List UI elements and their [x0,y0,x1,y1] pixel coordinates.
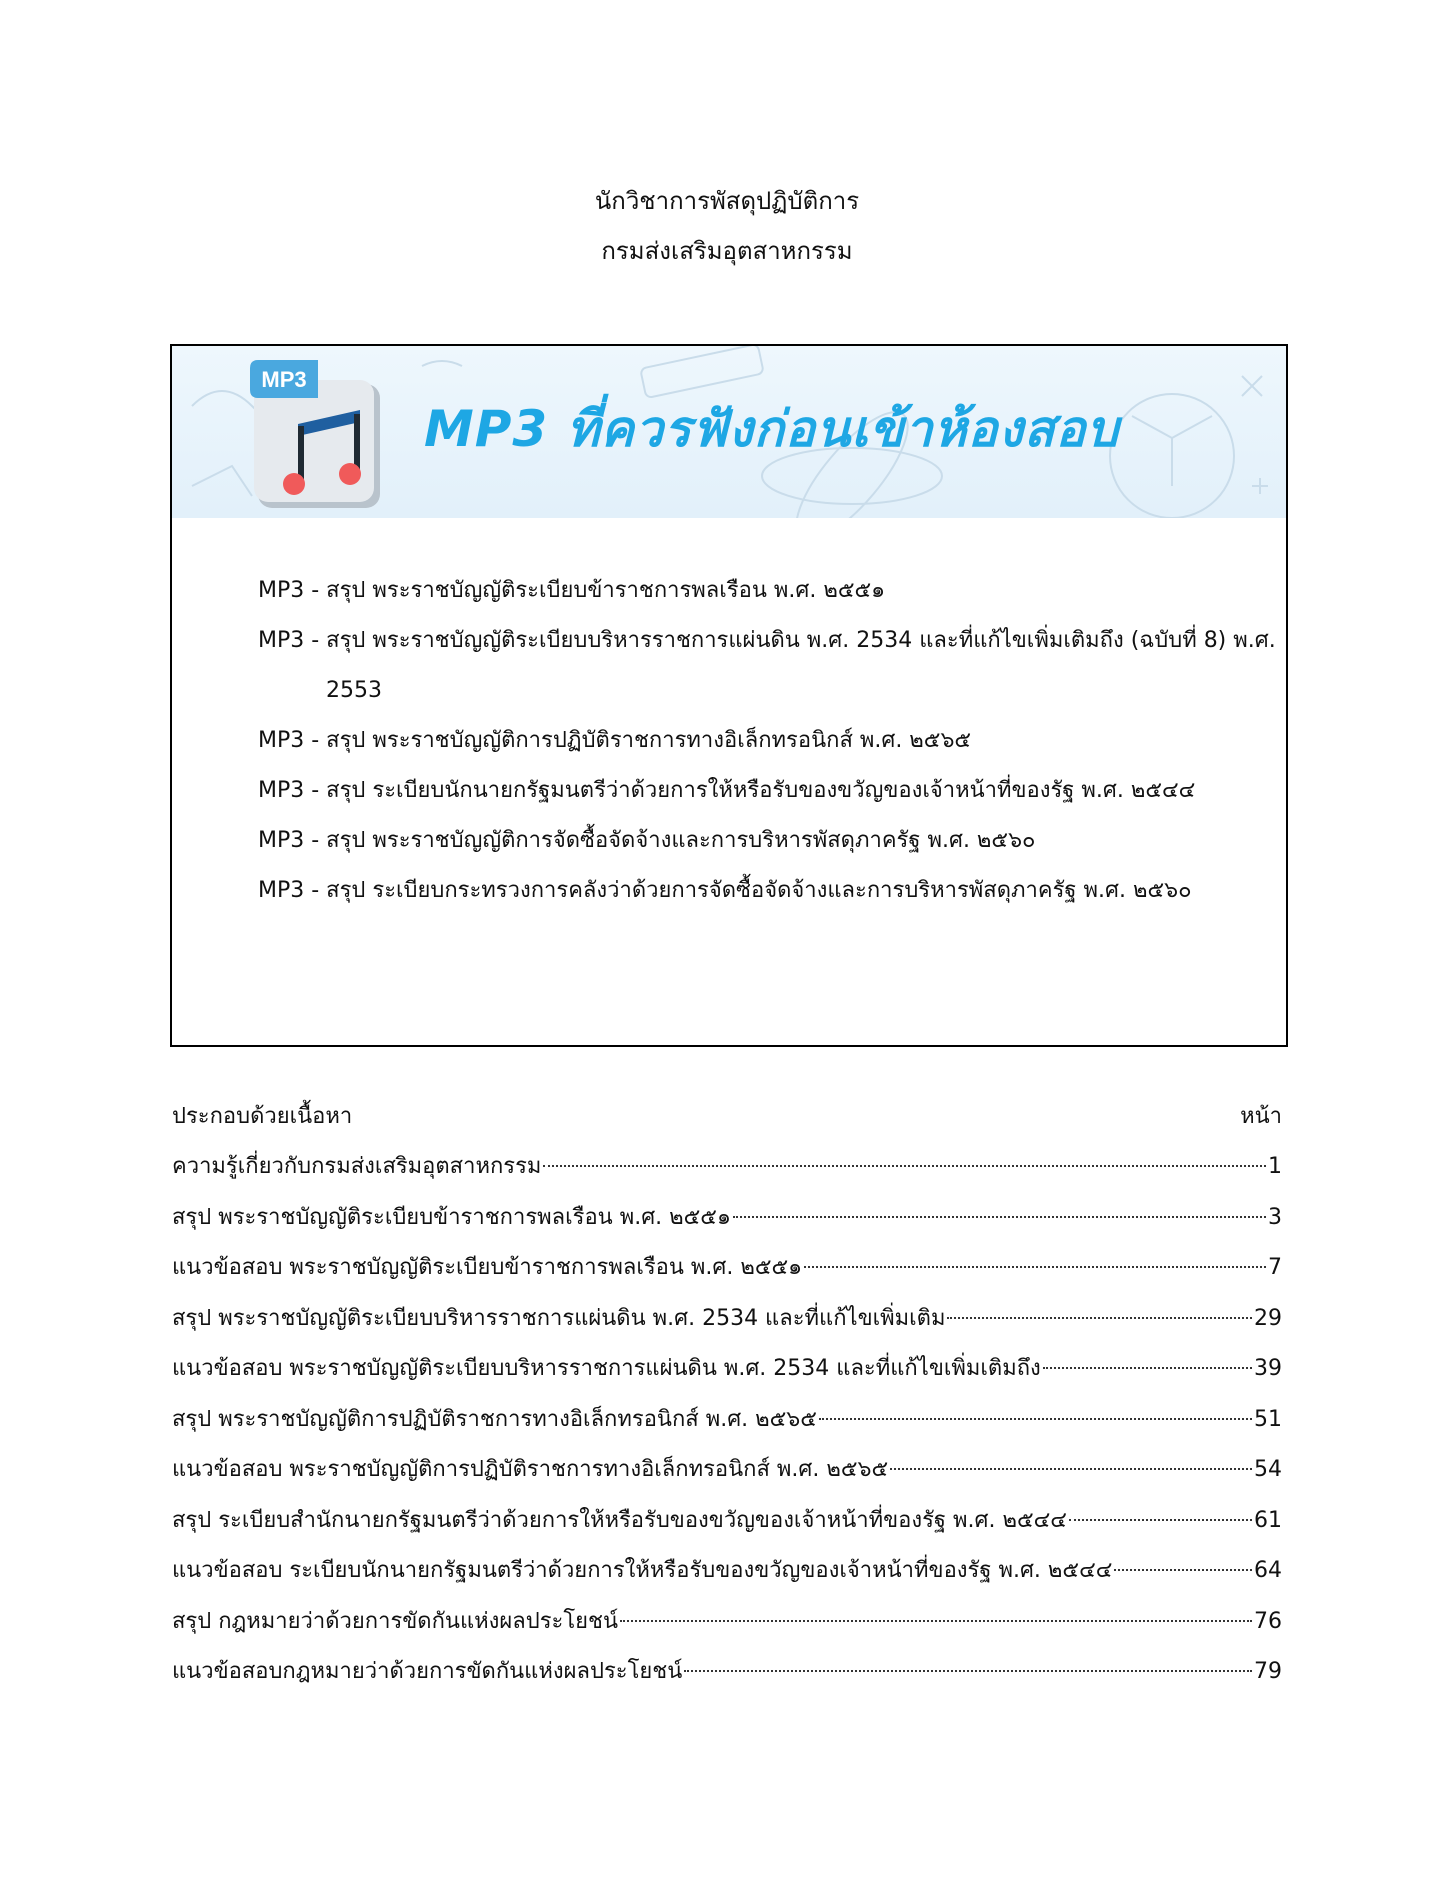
toc-row [172,1193,1282,1244]
toc-leader-dots [819,1418,1252,1420]
mp3-item: MP3 - สรุป ระเบียบกระทรวงการคลังว่าด้วยการจัดซื้อจัดจ้างและการบริหารพัสดุภาครัฐ พ.ศ. ๒๕๖๐ [258,878,1192,903]
toc-entry-page: 3 [1268,1204,1282,1230]
table-of-contents [172,1092,1282,1698]
document-header [0,176,1454,276]
toc-entry-title: แนวข้อสอบ พระราชบัญญัติระเบียบข้าราชการพลเรือน พ.ศ. ๒๕๕๑ [172,1255,803,1280]
toc-heading: ประกอบด้วยเนื้อหา [172,1104,353,1129]
mp3-icon-label: MP3 [261,367,307,392]
toc-row [172,1597,1282,1648]
toc-entry-page: 39 [1254,1356,1282,1381]
toc-entry-page: 61 [1254,1507,1282,1533]
toc-entry-page: 64 [1254,1558,1282,1583]
toc-header [172,1092,1282,1142]
toc-row [172,1243,1282,1294]
toc-entry-page: 7 [1268,1255,1282,1280]
toc-entry-page: 51 [1254,1406,1282,1432]
mp3-banner [172,346,1286,518]
toc-leader-dots [1114,1569,1252,1571]
toc-entry-title: แนวข้อสอบ ระเบียบนักนายกรัฐมนตรีว่าด้วยการให้หรือรับของขวัญของเจ้าหน้าที่ของรัฐ พ.ศ. ๒๕๔๔ [172,1558,1113,1583]
toc-entry-title: แนวข้อสอบ พระราชบัญญัติการปฏิบัติราชการทางอิเล็กทรอนิกส์ พ.ศ. ๒๕๖๕ [172,1457,889,1482]
music-note-icon [250,360,384,512]
document-title: นักวิชาการพัสดุปฏิบัติการ [594,187,860,215]
toc-row [172,1142,1282,1193]
toc-leader-dots [1043,1367,1252,1369]
toc-leader-dots [947,1317,1252,1319]
toc-row [172,1395,1282,1446]
toc-entry-title: สรุป ระเบียบสำนักนายกรัฐมนตรีว่าด้วยการให้หรือรับของขวัญของเจ้าหน้าที่ของรัฐ พ.ศ. ๒๕๔๔ [172,1507,1067,1533]
toc-entry-title: แนวข้อสอบ พระราชบัญญัติระเบียบบริหารราชการแผ่นดิน พ.ศ. 2534 และที่แก้ไขเพิ่มเติมถึง [172,1356,1041,1381]
toc-entry-page: 1 [1268,1154,1282,1179]
toc-leader-dots [804,1266,1266,1268]
toc-row [172,1344,1282,1395]
toc-entry-title: สรุป พระราชบัญญัติการปฏิบัติราชการทางอิเล็กทรอนิกส์ พ.ศ. ๒๕๖๕ [172,1406,817,1432]
toc-entry-page: 54 [1254,1457,1282,1482]
mp3-item: MP3 - สรุป ระเบียบนักนายกรัฐมนตรีว่าด้วยการให้หรือรับของขวัญของเจ้าหน้าที่ของรัฐ พ.ศ. ๒๕๔๔ [258,778,1196,803]
toc-row [172,1496,1282,1547]
toc-entry-title: ความรู้เกี่ยวกับกรมส่งเสริมอุตสาหกรรม [172,1154,542,1179]
toc-leader-dots [1069,1519,1252,1521]
banner-title: MP3 ที่ควรฟังก่อนเข้าห้องสอบ [424,400,1120,458]
toc-entry-title: สรุป พระราชบัญญัติระเบียบข้าราชการพลเรือน พ.ศ. ๒๕๕๑ [172,1204,731,1230]
toc-row [172,1647,1282,1698]
toc-entry-page: 79 [1254,1659,1282,1684]
mp3-item: MP3 - สรุป พระราชบัญญัติการปฏิบัติราชการทางอิเล็กทรอนิกส์ พ.ศ. ๒๕๖๕ [258,728,972,753]
toc-entry-title: แนวข้อสอบกฎหมายว่าด้วยการขัดกันแห่งผลประโยชน์ [172,1659,683,1684]
document-subtitle: กรมส่งเสริมอุตสาหกรรม [601,237,853,265]
toc-entry-title: สรุป พระราชบัญญัติระเบียบบริหารราชการแผ่นดิน พ.ศ. 2534 และที่แก้ไขเพิ่มเติม [172,1305,946,1331]
mp3-section [170,344,1288,1047]
toc-rows [172,1142,1282,1698]
toc-leader-dots [543,1165,1266,1167]
toc-leader-dots [684,1670,1252,1672]
toc-leader-dots [620,1620,1252,1622]
toc-row [172,1294,1282,1345]
toc-row [172,1445,1282,1496]
toc-page-heading: หน้า [1240,1104,1282,1129]
toc-entry-title: สรุป กฎหมายว่าด้วยการขัดกันแห่งผลประโยชน์ [172,1608,619,1634]
mp3-item: MP3 - สรุป พระราชบัญญัติระเบียบบริหารราชการแผ่นดิน พ.ศ. 2534 และที่แก้ไขเพิ่มเติมถึง (ฉบับที่ 8) พ.ศ. 2553 [258,628,1276,703]
toc-leader-dots [890,1468,1252,1470]
toc-entry-page: 76 [1254,1608,1282,1634]
mp3-list [258,566,1278,916]
mp3-item: MP3 - สรุป พระราชบัญญัติระเบียบข้าราชการพลเรือน พ.ศ. ๒๕๕๑ [258,578,886,603]
toc-entry-page: 29 [1254,1305,1282,1331]
toc-row [172,1546,1282,1597]
mp3-item: MP3 - สรุป พระราชบัญญัติการจัดซื้อจัดจ้างและการบริหารพัสดุภาครัฐ พ.ศ. ๒๕๖๐ [258,828,1036,853]
toc-leader-dots [733,1216,1266,1218]
